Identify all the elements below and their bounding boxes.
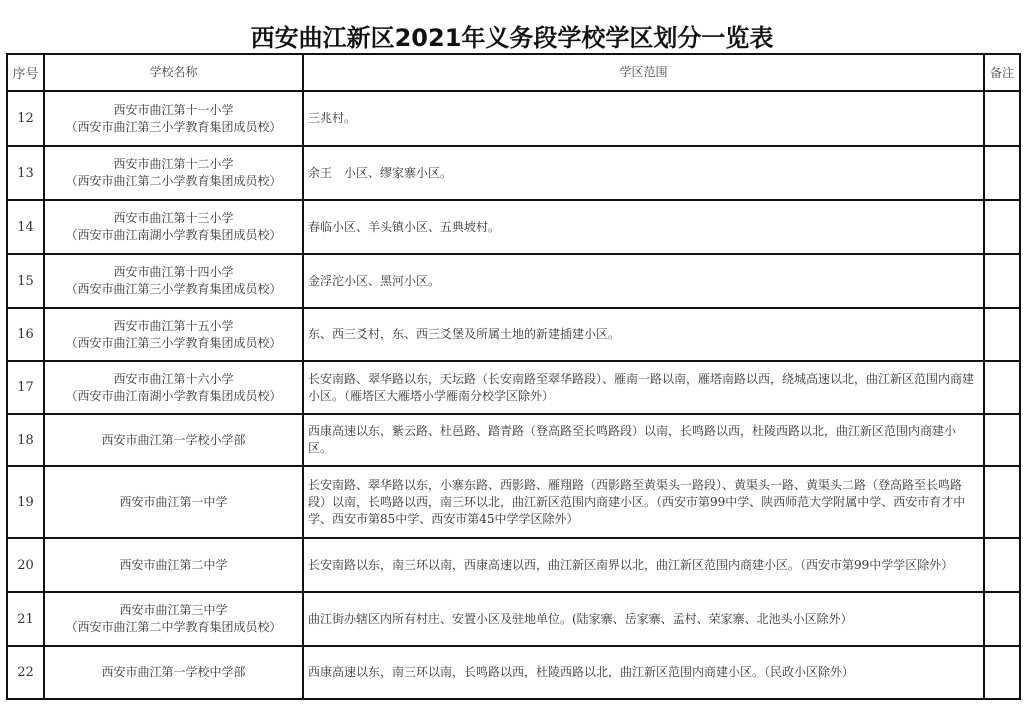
school-name: 西安市曲江第三中学 [119,603,228,617]
row-no: 19 [7,466,44,538]
school-name: 西安市曲江第一学校中学部 [101,665,246,679]
school-name: 西安市曲江第十一小学 [113,102,234,117]
row-district-range: 西康高速以东，紫云路、杜邑路、踏青路（登高路至长鸣路段）以南，长鸣路以西，杜陵西路以北，曲江新区范围内商建小区。 [303,414,984,466]
row-no: 14 [7,200,44,254]
row-no: 20 [7,538,44,592]
row-note [984,538,1020,592]
header-no: 序号 [7,54,44,91]
row-school-name [44,538,303,592]
row-district-range: 东、西三爻村，东、西三爻堡及所属土地的新建插建小区。 [303,308,984,361]
row-no: 17 [7,361,44,414]
header-district-range: 学区范围 [303,54,984,91]
page-title: 西安曲江新区2021年义务段学校学区划分一览表 [250,24,774,52]
row-school-name [44,361,303,414]
row-no: 18 [7,414,44,466]
row-no: 16 [7,308,44,361]
row-note [984,646,1020,699]
row-note [984,466,1020,538]
row-school-name [44,592,303,646]
row-district-range: 春临小区、羊头镇小区、五典坡村。 [303,200,984,254]
row-school-name [44,254,303,308]
row-district-range: 余王 小区、缪家寨小区。 [303,146,984,200]
school-name: 西安市曲江第十四小学 [113,265,234,279]
row-no: 12 [7,91,44,146]
row-note [984,308,1020,361]
row-no: 13 [7,146,44,200]
row-no: 22 [7,646,44,699]
table-row [7,254,1020,308]
row-no: 21 [7,592,44,646]
row-school-name [44,646,303,699]
school-name: 西安市曲江第二中学 [119,557,228,572]
row-district-range: 长安南路、翠华路以东，小寨东路、西影路、雁翔路（西影路至黄渠头一路段）、黄渠头一路、黄渠头二路（登高路至长鸣路段）以南，长鸣路以西，南三环以北，曲江新区范围内商建小区。（西安市第99中学、陕西师范大学附属中学、西安市育才中学、西安市第85中学、西安市第45中学学区除外） [303,466,984,538]
row-school-name [44,414,303,466]
row-school-name [44,91,303,146]
school-group: （西安市曲江第三小学教育集团成员校） [65,282,282,296]
school-group: （西安市曲江南湖小学教育集团成员校） [65,388,282,403]
table-row [7,646,1020,699]
header-note: 备注 [984,54,1020,91]
table-row [7,538,1020,592]
row-district-range: 金浮沱小区、黑河小区。 [303,254,984,308]
row-note [984,146,1020,200]
row-note [984,361,1020,414]
school-name: 西安市曲江第十三小学 [113,211,234,225]
row-note [984,592,1020,646]
row-no: 15 [7,254,44,308]
school-name: 西安市曲江第一中学 [119,494,228,509]
row-school-name [44,146,303,200]
row-school-name [44,466,303,538]
table-row [7,91,1020,146]
row-note [984,200,1020,254]
table-row [7,308,1020,361]
row-note [984,91,1020,146]
row-note [984,414,1020,466]
school-district-table [6,53,1021,700]
table-row [7,592,1020,646]
school-group: （西安市曲江第二中学教育集团成员校） [65,620,282,634]
table-row [7,414,1020,466]
school-name: 西安市曲江第十五小学 [113,318,234,333]
table-row [7,200,1020,254]
row-district-range: 三兆村。 [303,91,984,146]
header-school-name: 学校名称 [44,54,303,91]
table-row [7,361,1020,414]
row-district-range: 长安南路、翠华路以东，天坛路（长安南路至翠华路段）、雁南一路以南，雁塔南路以西，绕城高速以北，曲江新区范围内商建小区。（雁塔区大雁塔小学雁南分校学区除外） [303,361,984,414]
row-district-range: 西康高速以东，南三环以南，长鸣路以西，杜陵西路以北，曲江新区范围内商建小区。（民政小区除外） [303,646,984,699]
table-row [7,146,1020,200]
row-district-range: 曲江街办辖区内所有村庄、安置小区及驻地单位。(陆家寨、岳家寨、孟村、荣家寨、北池头小区除外） [303,592,984,646]
row-school-name [44,308,303,361]
row-note [984,254,1020,308]
table-header-row [7,54,1020,91]
school-name: 西安市曲江第十六小学 [113,371,234,386]
school-group: （西安市曲江南湖小学教育集团成员校） [65,228,282,242]
school-group: （西安市曲江第三小学教育集团成员校） [65,335,282,350]
row-school-name [44,200,303,254]
school-group: （西安市曲江第三小学教育集团成员校） [65,119,282,134]
row-district-range: 长安南路以东，南三环以南，西康高速以西，曲江新区南界以北，曲江新区范围内商建小区。（西安市第99中学学区除外） [303,538,984,592]
table-row [7,466,1020,538]
school-name: 西安市曲江第一学校小学部 [101,432,246,447]
school-group: （西安市曲江第二小学教育集团成员校） [65,174,282,188]
school-name: 西安市曲江第十二小学 [113,157,234,171]
